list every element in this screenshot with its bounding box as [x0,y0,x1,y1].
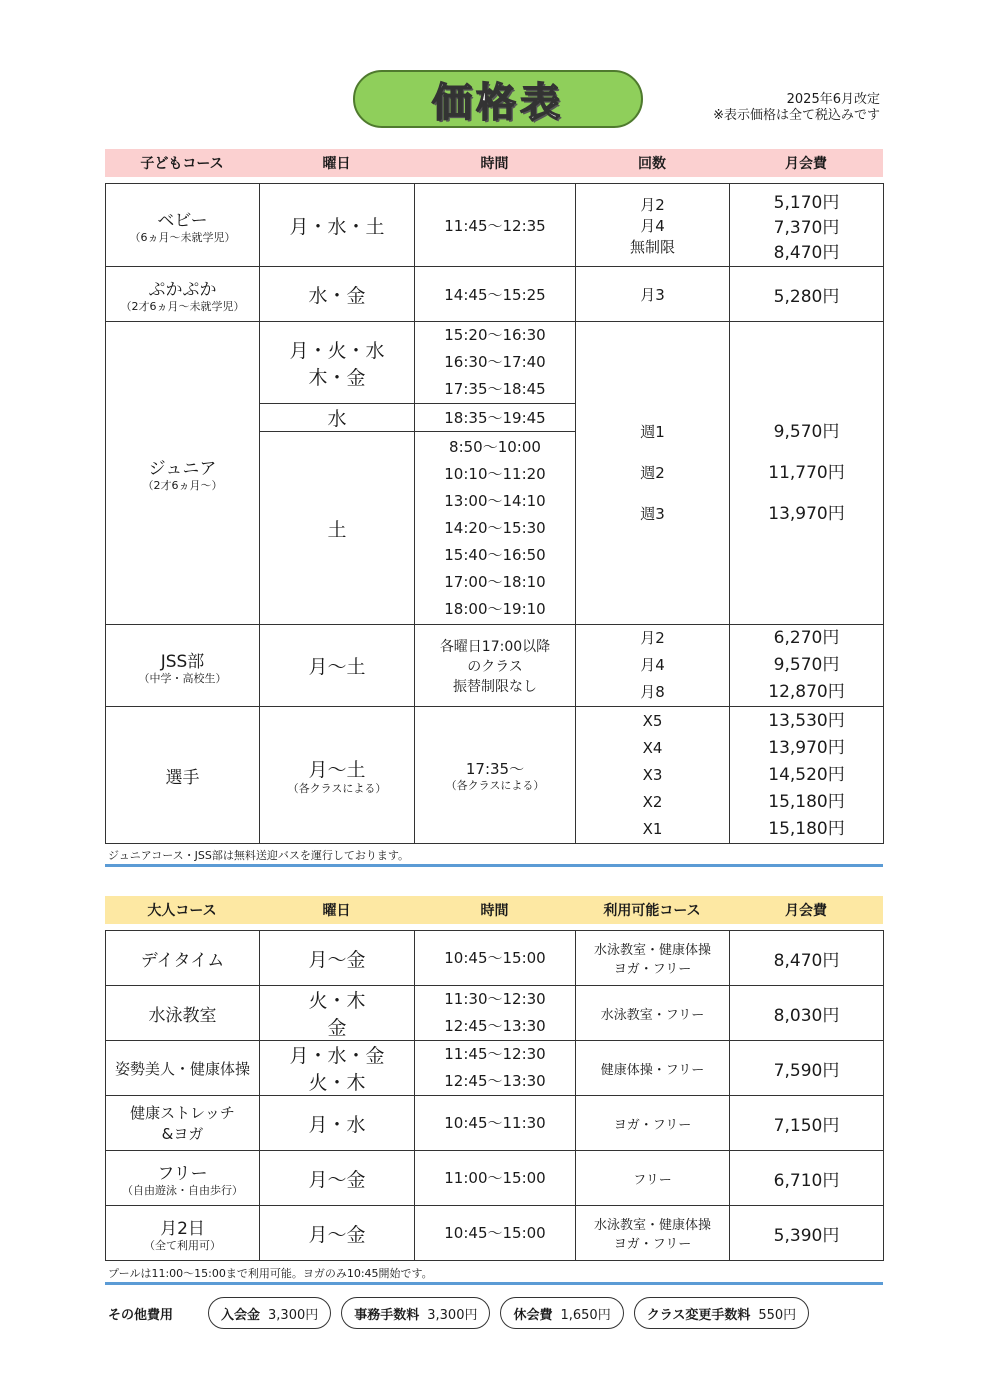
course-name: 月2日 （全て利用可） [106,1206,260,1261]
col-time: 時間 [480,903,509,919]
col-fee: 月会費 [785,903,827,919]
day-cell: 月・水 [260,1096,415,1151]
time-cell: 17:35～ （各クラスによる） [415,707,576,844]
course-name: デイタイム [106,931,260,986]
day-cell: 月・水・金 火・木 [260,1041,415,1096]
course-name: 健康ストレッチ &ヨガ [106,1096,260,1151]
time-cell: 11:45～12:30 12:45～13:30 [415,1041,576,1096]
kids-table-header [105,149,883,177]
table-row [106,267,884,322]
fee-cell: 6,710円 [730,1151,884,1206]
day-cell: 土 [260,432,415,625]
kids-price-table [105,183,884,844]
fee-cell: 5,170円 7,370円 8,470円 [730,184,884,267]
table-row [106,1096,884,1151]
time-cell: 11:30～12:30 12:45～13:30 [415,986,576,1041]
available-course-cell: 水泳教室・フリー [576,986,730,1041]
table-row [106,986,884,1041]
divider [105,1282,883,1285]
col-time: 時間 [480,156,509,172]
time-cell: 各曜日17:00以降 のクラス 振替制限なし [415,625,576,707]
fee-cell: 13,530円 13,970円 14,520円 15,180円 15,180円 [730,707,884,844]
adult-table-header [105,896,883,924]
day-cell: 月～金 [260,931,415,986]
fee-pill: 休会費 1,650円 [500,1297,623,1329]
course-name: ベビー （6ヵ月～未就学児） [106,184,260,267]
adult-price-table [105,930,884,1261]
table-row [106,1151,884,1206]
kids-note: ジュニアコース・JSS部は無料送迎バスを運行しております。 [108,849,410,862]
table-row [106,184,884,267]
time-cell: 18:35～19:45 [415,404,576,432]
count-cell: X5 X4 X3 X2 X1 [576,707,730,844]
course-name: 姿勢美人・健康体操 [106,1041,260,1096]
fee-cell: 8,470円 [730,931,884,986]
fee-pill: 入会金 3,300円 [208,1297,331,1329]
col-available: 利用可能コース [603,903,701,919]
tax-note: ※表示価格は全て税込みです [713,108,880,123]
day-cell: 水 [260,404,415,432]
available-course-cell: ヨガ・フリー [576,1096,730,1151]
revision-date: 2025年6月改定 [786,92,880,107]
available-course-cell: フリー [576,1151,730,1206]
col-count: 回数 [638,156,666,172]
time-cell: 14:45～15:25 [415,267,576,322]
other-fees [108,1297,819,1329]
count-cell: 月2 月4 月8 [576,625,730,707]
page-title: 価格表 [353,70,643,128]
day-cell: 月～金 [260,1206,415,1261]
table-row [106,625,884,707]
col-course: 大人コース [147,903,217,919]
table-row [106,1041,884,1096]
fee-cell: 5,280円 [730,267,884,322]
fee-cell: 5,390円 [730,1206,884,1261]
course-name: JSS部 （中学・高校生） [106,625,260,707]
fee-cell: 8,030円 [730,986,884,1041]
day-cell: 水・金 [260,267,415,322]
fee-pill: クラス変更手数料 550円 [634,1297,809,1329]
course-name: 水泳教室 [106,986,260,1041]
available-course-cell: 健康体操・フリー [576,1041,730,1096]
table-row [106,931,884,986]
fee-cell: 9,570円 11,770円 13,970円 [730,322,884,625]
time-cell: 8:50～10:00 10:10～11:20 13:00～14:10 14:20～15:30 15:40～16:50 17:00～18:10 18:00～19:10 [415,432,576,625]
time-cell: 10:45～15:00 [415,931,576,986]
col-day: 曜日 [322,903,351,919]
day-cell: 月・水・土 [260,184,415,267]
fee-cell: 7,590円 [730,1041,884,1096]
fee-cell: 6,270円 9,570円 12,870円 [730,625,884,707]
time-cell: 10:45～15:00 [415,1206,576,1261]
time-cell: 15:20～16:30 16:30～17:40 17:35～18:45 [415,322,576,404]
time-cell: 11:00～15:00 [415,1151,576,1206]
revision-note [713,92,880,124]
table-row [106,707,884,844]
course-name: 選手 [106,707,260,844]
count-cell: 月2 月4 無制限 [576,184,730,267]
day-cell: 月～土 [260,625,415,707]
day-cell: 月・火・水 木・金 [260,322,415,404]
divider [105,864,883,867]
available-course-cell: 水泳教室・健康体操 ヨガ・フリー [576,1206,730,1261]
available-course-cell: 水泳教室・健康体操 ヨガ・フリー [576,931,730,986]
course-name: フリー （自由遊泳・自由歩行） [106,1151,260,1206]
table-row [106,322,884,404]
other-fees-label: その他費用 [108,1307,174,1323]
day-cell: 月～金 [260,1151,415,1206]
course-name: ぷかぷか （2才6ヵ月～未就学児） [106,267,260,322]
day-cell: 月～土 （各クラスによる） [260,707,415,844]
fee-pill: 事務手数料 3,300円 [341,1297,490,1329]
adult-note: プールは11:00～15:00まで利用可能。ヨガのみ10:45開始です。 [108,1267,433,1280]
course-name: ジュニア （2才6ヵ月～） [106,322,260,625]
col-fee: 月会費 [785,156,827,172]
time-cell: 11:45～12:35 [415,184,576,267]
count-cell: 月3 [576,267,730,322]
table-row [106,1206,884,1261]
count-cell: 週1 週2 週3 [576,322,730,625]
day-cell: 火・木 金 [260,986,415,1041]
fee-cell: 7,150円 [730,1096,884,1151]
col-day: 曜日 [322,156,351,172]
time-cell: 10:45～11:30 [415,1096,576,1151]
col-course: 子どもコース [140,156,224,172]
